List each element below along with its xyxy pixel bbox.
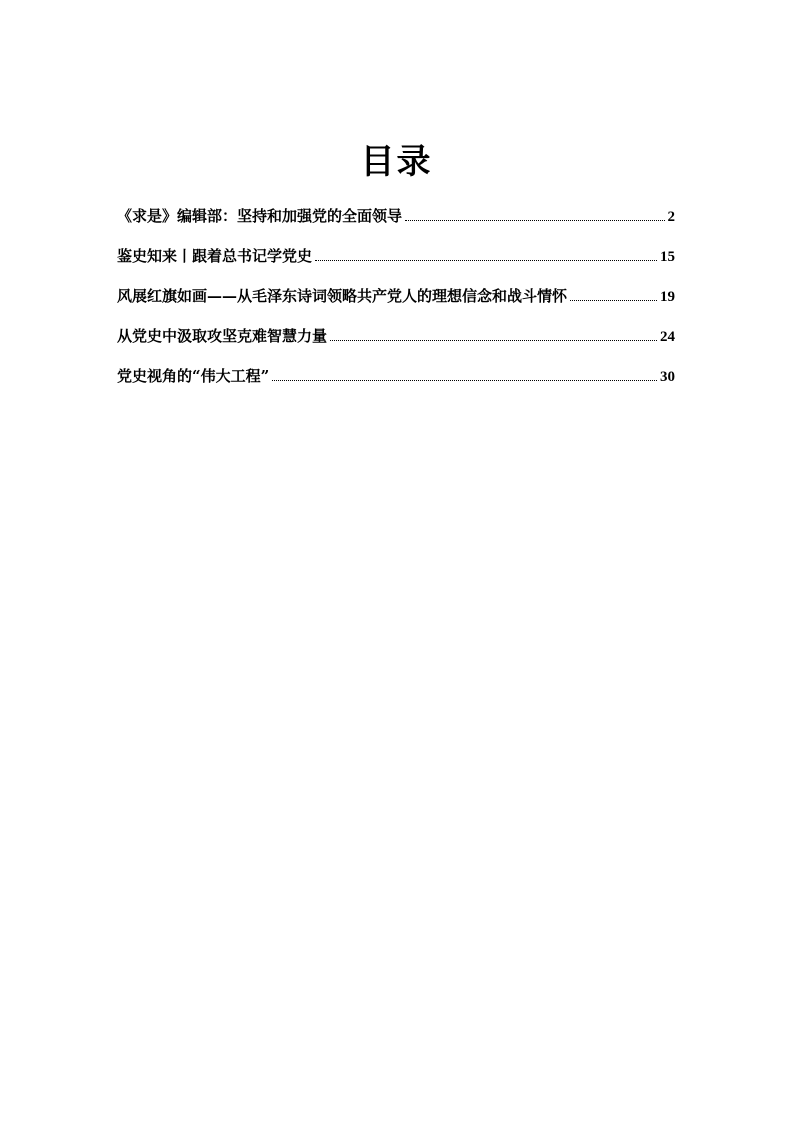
toc-entry-title: 鉴史知来丨跟着总书记学党史: [117, 247, 313, 265]
toc-dot-leader: [272, 379, 657, 381]
toc-entry[interactable]: [117, 202, 675, 242]
toc-page-number: 19: [660, 289, 675, 305]
toc-page-number: 24: [660, 329, 675, 345]
toc-entry-title: 《求是》编辑部：坚持和加强党的全面领导: [117, 207, 403, 225]
toc-entry[interactable]: [117, 282, 675, 322]
toc-entry-title: 风展红旗如画——从毛泽东诗词领略共产党人的理想信念和战斗情怀: [117, 287, 568, 305]
toc-page-number: 30: [660, 369, 675, 385]
toc-dot-leader: [570, 299, 657, 301]
toc-entry[interactable]: [117, 322, 675, 362]
toc-page-number: 15: [660, 249, 675, 265]
toc-list: [117, 202, 675, 402]
toc-entry[interactable]: [117, 362, 675, 402]
toc-page-number: 2: [667, 209, 675, 225]
toc-entry[interactable]: [117, 242, 675, 282]
toc-dot-leader: [330, 339, 657, 341]
toc-entry-title: 党史视角的“伟大工程”: [117, 367, 270, 385]
toc-title: 目录: [360, 142, 433, 182]
toc-dot-leader: [315, 259, 657, 261]
toc-entry-title: 从党史中汲取攻坚克难智慧力量: [117, 327, 328, 345]
toc-dot-leader: [405, 219, 664, 221]
